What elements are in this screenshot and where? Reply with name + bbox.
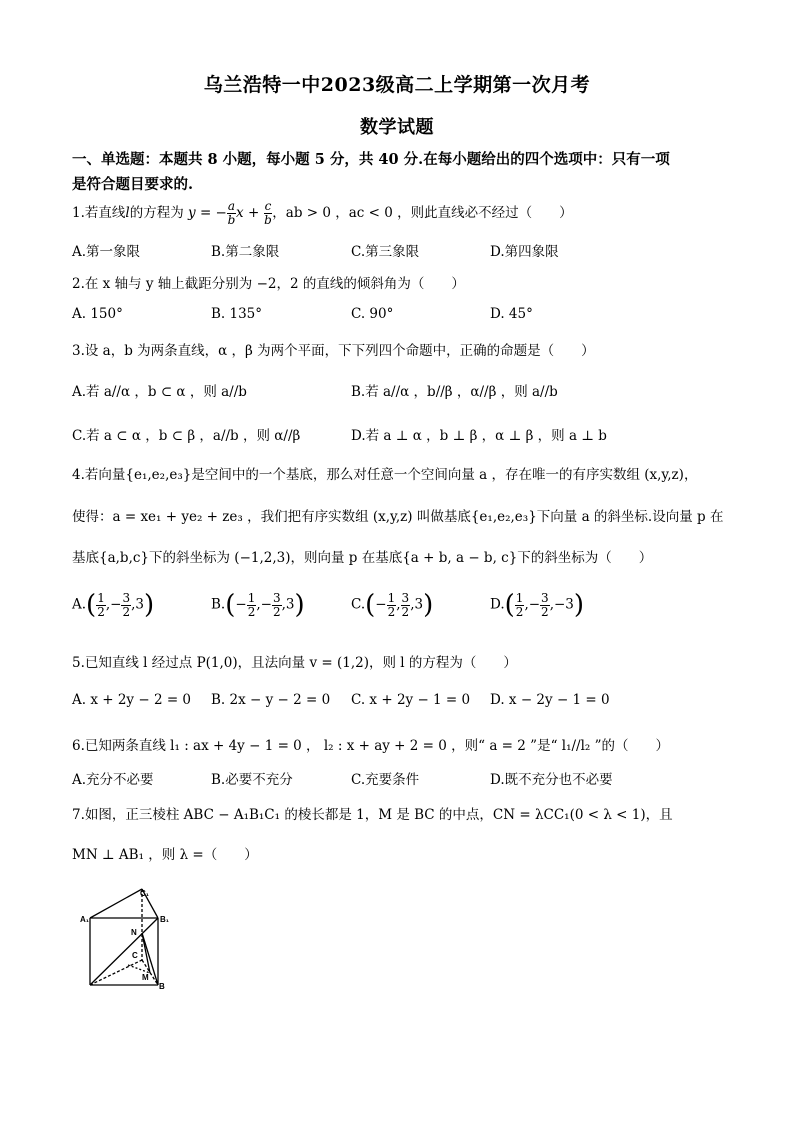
label-a1: A₁ bbox=[80, 915, 90, 924]
q3-stem: 3.设 a，b 为两条直线，α ，β 为两个平面，下下列四个命题中，正确的命题是（ ） bbox=[72, 343, 595, 359]
q6-option-b: B.必要不充分 bbox=[211, 772, 293, 788]
q6-option-d: D.既不充分也不必要 bbox=[490, 772, 613, 788]
page-subtitle: 数学试题 bbox=[360, 117, 434, 138]
q2-stem: 2.在 x 轴与 y 轴上截距分别为 −2，2 的直线的倾斜角为（ ） bbox=[72, 276, 465, 292]
q4-option-d: D.( $\frac{1}{2}$ ,− $\frac{3}{2}$ ,−3) bbox=[490, 590, 585, 620]
q4-option-c: C.(− $\frac{1}{2}$ , $\frac{3}{2}$ ,3) bbox=[351, 590, 434, 620]
q2-option-b: B. 135° bbox=[211, 306, 263, 322]
q4-line1: 4.若向量{e₁,e₂,e₃}是空间中的一个基底，那么对任意一个空间向量 a ，存在唯一的有序实数组 (x,y,z)， bbox=[72, 467, 698, 483]
q1-stem-mid: 的方程为 bbox=[129, 205, 184, 221]
label-c1: C₁ bbox=[140, 889, 150, 898]
edge-ac bbox=[90, 960, 142, 985]
q4-option-b: B.(− $\frac{1}{2}$ ,− $\frac{3}{2}$ ,3) bbox=[211, 590, 305, 620]
q7-line2: MN ⊥ AB₁ ，则 λ =（ ） bbox=[72, 847, 258, 863]
label-c: C bbox=[132, 951, 138, 960]
q3-option-b: B.若 a//α ，b//β ，α//β ，则 a//b bbox=[351, 384, 558, 400]
section-heading-line2: 是符合题目要求的. bbox=[72, 176, 194, 193]
page-title: 乌兰浩特一中2023级高二上学期第一次月考 bbox=[203, 74, 591, 96]
q1-condition: ，ab > 0 ，ac < 0 ，则此直线必不经过（ ） bbox=[272, 205, 573, 221]
q5-option-c: C. x + 2y − 1 = 0 bbox=[351, 692, 471, 708]
q2-option-c: C. 90° bbox=[351, 306, 394, 322]
q1-option-c: C.第三象限 bbox=[351, 244, 420, 260]
q5-option-a: A. x + 2y − 2 = 0 bbox=[72, 692, 192, 708]
q7-line1: 7.如图，正三棱柱 ABC − A₁B₁C₁ 的棱长都是 1，M 是 BC 的中点，CN = λCC₁(0 < λ < 1)，且 bbox=[72, 807, 673, 823]
label-b1: B₁ bbox=[160, 915, 170, 924]
q5-option-d: D. x − 2y − 1 = 0 bbox=[490, 692, 610, 708]
q3-option-d: D.若 a ⊥ α ，b ⊥ β ，α ⊥ β ，则 a ⊥ b bbox=[351, 428, 607, 444]
label-n: N bbox=[131, 928, 137, 937]
q6-stem: 6.已知两条直线 l₁ : ax + 4y − 1 = 0 ， l₂ : x + ay + 2 = 0 ，则“ a = 2 ”是“ l₁//l₂ ”的（ ） bbox=[72, 738, 670, 754]
q1-option-a: A.第一象限 bbox=[72, 244, 141, 260]
label-b: B bbox=[159, 982, 165, 990]
q3-option-c: C.若 a ⊂ α ，b ⊂ β ，a//b ，则 α//β bbox=[72, 428, 301, 444]
q3-option-a: A.若 a//α ，b ⊂ α ，则 a//b bbox=[72, 384, 247, 400]
q1-stem: 1.若直线l的方程为 y = − $\frac{a}{b}$ x + $\frac{c}{b}$ ，ab > 0 ，ac < 0 ，则此直线必不经过（ ） bbox=[72, 199, 573, 227]
q2-option-d: D. 45° bbox=[490, 306, 533, 322]
label-m: M bbox=[142, 973, 149, 982]
q1-option-d: D.第四象限 bbox=[490, 244, 559, 260]
edge-a1c1 bbox=[90, 889, 142, 918]
q6-option-c: C.充要条件 bbox=[351, 772, 420, 788]
section-heading-line1: 一、单选题：本题共 8 小题，每小题 5 分，共 40 分.在每小题给出的四个选项中：只有一项 bbox=[72, 151, 670, 168]
q1-stem-start: 1.若直线 bbox=[72, 205, 126, 221]
q6-option-a: A.充分不必要 bbox=[72, 772, 154, 788]
q4-option-a: A.( $\frac{1}{2}$ ,− $\frac{3}{2}$ ,3) bbox=[72, 590, 155, 620]
q4-line2: 使得：a = xe₁ + ye₂ + ze₃ ，我们把有序实数组 (x,y,z) 叫做基底{e₁,e₂,e₃}下向量 a 的斜坐标.设向量 p 在 bbox=[72, 509, 724, 525]
q5-option-b: B. 2x − y − 2 = 0 bbox=[211, 692, 331, 708]
q1-option-b: B.第二象限 bbox=[211, 244, 280, 260]
q7-prism-figure bbox=[78, 885, 178, 990]
q5-stem: 5.已知直线 l 经过点 P(1,0)，且法向量 v = (1,2)，则 l 的方程为（ ） bbox=[72, 655, 517, 671]
q2-option-a: A. 150° bbox=[72, 306, 123, 322]
q4-line3: 基底{a,b,c}下的斜坐标为 (−1,2,3)，则向量 p 在基底{a + b, a − b, c}下的斜坐标为（ ） bbox=[72, 550, 653, 566]
